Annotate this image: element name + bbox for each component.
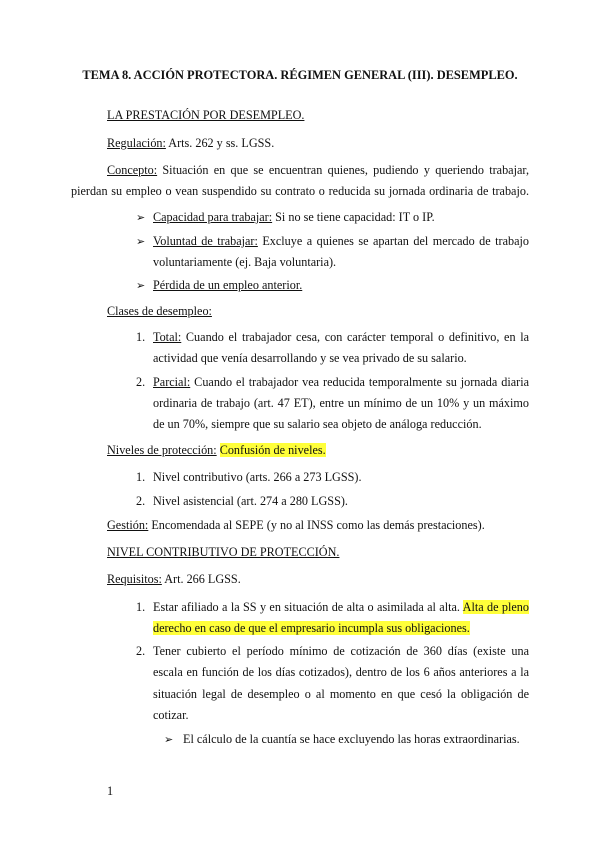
- arrow-bullet-icon: ➢: [136, 236, 146, 248]
- requisito-1-highlight-1: Alta de pleno: [462, 600, 529, 614]
- clases-total-text: Cuando el trabajador cesa, con carácter temporal o definitivo, en la: [181, 330, 529, 344]
- requisitos-label: Requisitos:: [107, 572, 162, 586]
- niveles-highlight: Confusión de niveles.: [219, 443, 326, 457]
- clases-total-line-1: [153, 330, 529, 345]
- nivel-asistencial: Nivel asistencial (art. 274 a 280 LGSS).: [153, 494, 348, 508]
- list-number: 1.: [136, 600, 146, 614]
- clases-parcial-text: Cuando el trabajador vea reducida temporalmente su jornada diaria: [190, 375, 529, 389]
- requisito-1-text: Estar afiliado a la SS y en situación de alta o asimilada al alta.: [153, 600, 463, 614]
- clases-parcial-line-1: [153, 375, 529, 390]
- list-number: 2.: [136, 494, 146, 508]
- bullet-capacidad-label: Capacidad para trabajar:: [153, 210, 273, 224]
- arrow-bullet-icon: ➢: [136, 280, 146, 292]
- clases-total-line-2: actividad que venía desarrollando y se vea privado de su salario.: [153, 351, 467, 365]
- arrow-bullet-icon: ➢: [164, 734, 174, 746]
- requisito-2-line-1: Tener cubierto el período mínimo de cotización de 360 días (existe una: [153, 644, 529, 658]
- gestion-text: Encomendada al SEPE (y no al INSS como las demás prestaciones).: [148, 518, 485, 532]
- subbullet-cuantia: El cálculo de la cuantía se hace excluyendo las horas extraordinarias.: [183, 732, 520, 746]
- gestion-label: Gestión:: [107, 518, 149, 532]
- concepto-label: Concepto:: [107, 163, 158, 177]
- bullet-voluntad-text-1: Excluye a quienes se apartan del mercado de trabajo: [257, 234, 529, 248]
- requisitos-text: Art. 266 LGSS.: [161, 572, 241, 586]
- bullet-voluntad-label: Voluntad de trabajar:: [153, 234, 258, 248]
- requisito-1-highlight-2: derecho en caso de que el empresario incumpla sus obligaciones.: [153, 621, 470, 635]
- regulacion-paragraph: [107, 136, 274, 151]
- bullet-voluntad-line-1: [153, 234, 529, 249]
- requisito-2-line-3: situación legal de desempleo o al momento en que cesó la obligación de: [153, 687, 529, 701]
- list-number: 1.: [136, 470, 146, 484]
- clases-heading: Clases de desempleo:: [107, 304, 212, 318]
- niveles-paragraph: [107, 443, 326, 458]
- list-number: 2.: [136, 375, 146, 389]
- requisitos-paragraph: [107, 572, 241, 587]
- regulacion-label: Regulación:: [107, 136, 166, 150]
- gestion-paragraph: [107, 518, 485, 533]
- requisito-1-line-2: [153, 621, 470, 636]
- clases-total-label: Total:: [153, 330, 182, 344]
- requisito-2-line-2: escala en función de los días cotizados), dentro de los 6 años anteriores a la: [153, 665, 529, 679]
- clases-parcial-label: Parcial:: [153, 375, 191, 389]
- list-number: 2.: [136, 644, 146, 658]
- bullet-capacidad: [153, 210, 435, 225]
- regulacion-text: Arts. 262 y ss. LGSS.: [165, 136, 275, 150]
- bullet-perdida: Pérdida de un empleo anterior.: [153, 278, 303, 292]
- section-heading-prestacion: LA PRESTACIÓN POR DESEMPLEO.: [107, 108, 305, 122]
- concepto-line-1: [107, 163, 529, 178]
- arrow-bullet-icon: ➢: [136, 212, 146, 224]
- list-number: 1.: [136, 330, 146, 344]
- clases-parcial-line-2: ordinaria de trabajo (art. 47 ET), entre un mínimo de un 10% y un máximo: [153, 396, 529, 410]
- concepto-text-1: Situación en que se encuentran quienes, pudiendo y queriendo trabajar,: [157, 163, 529, 177]
- bullet-capacidad-text: Si no se tiene capacidad: IT o IP.: [272, 210, 435, 224]
- clases-parcial-line-3: de un 70%, siempre que su salario sea objeto de análoga reducción.: [153, 417, 482, 431]
- page-number: 1: [107, 784, 114, 798]
- nivel-contributivo: Nivel contributivo (arts. 266 a 273 LGSS).: [153, 470, 362, 484]
- page-title: TEMA 8. ACCIÓN PROTECTORA. RÉGIMEN GENERAL (III). DESEMPLEO.: [82, 68, 518, 82]
- niveles-label: Niveles de protección:: [107, 443, 217, 457]
- concepto-line-2: pierdan su empleo o vean suspendido su contrato o reducida su jornada ordinaria de trabajo.: [71, 184, 529, 198]
- section-heading-contributivo: NIVEL CONTRIBUTIVO DE PROTECCIÓN.: [107, 545, 340, 559]
- requisito-2-line-4: cotizar.: [153, 708, 189, 722]
- requisito-1-line-1: [153, 600, 529, 615]
- bullet-voluntad-line-2: voluntariamente (ej. Baja voluntaria).: [153, 255, 337, 269]
